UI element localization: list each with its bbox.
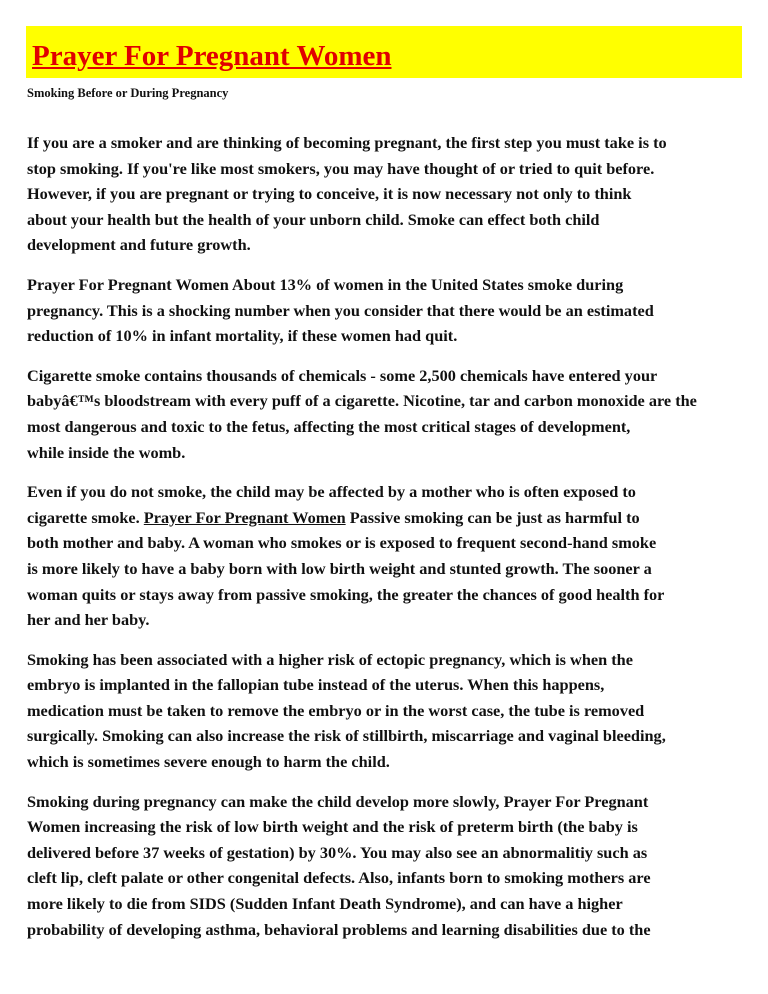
paragraph-4 [27, 479, 768, 633]
text-line: development and future growth. [27, 235, 251, 255]
text-line: cleft lip, cleft palate or other congenital defects. Also, infants born to smoking mothers are [27, 868, 651, 888]
document-body [27, 130, 768, 956]
document-subtitle: Smoking Before or During Pregnancy [27, 86, 229, 100]
text-line: her and her baby. [27, 610, 150, 630]
prayer-for-pregnant-women-link[interactable]: Prayer For Pregnant Women [143, 507, 346, 527]
text-line: surgically. Smoking can also increase the risk of stillbirth, miscarriage and vaginal bleeding, [27, 726, 666, 746]
text-line: babyâ€™s bloodstream with every puff of a cigarette. Nicotine, tar and carbon monoxide are the [27, 391, 697, 411]
text-fragment: Passive smoking can be just as harmful to [345, 507, 640, 527]
text-line: However, if you are pregnant or trying to conceive, it is now necessary not only to think [27, 184, 632, 204]
text-line: about your health but the health of your unborn child. Smoke can effect both child [27, 209, 600, 229]
text-line: Smoking during pregnancy can make the child develop more slowly, Prayer For Pregnant [27, 791, 649, 811]
text-line: is more likely to have a baby born with low birth weight and stunted growth. The sooner a [27, 558, 652, 578]
text-line: embryo is implanted in the fallopian tube instead of the uterus. When this happens, [27, 675, 605, 695]
text-line: Women increasing the risk of low birth weight and the risk of preterm birth (the baby is [27, 817, 638, 837]
paragraph-6 [27, 789, 768, 943]
text-line: pregnancy. This is a shocking number when you consider that there would be an estimated [27, 300, 654, 320]
text-line: Prayer For Pregnant Women About 13% of women in the United States smoke during [27, 274, 624, 294]
paragraph-3 [27, 363, 768, 465]
text-line: both mother and baby. A woman who smokes or is exposed to frequent second-hand smoke [27, 533, 657, 553]
text-line: stop smoking. If you're like most smokers, you may have thought of or tried to quit before. [27, 158, 655, 178]
text-line-with-link [27, 505, 768, 531]
text-line: Smoking has been associated with a higher risk of ectopic pregnancy, which is when the [27, 649, 633, 669]
text-line: reduction of 10% in infant mortality, if these women had quit. [27, 326, 458, 346]
text-line: probability of developing asthma, behavioral problems and learning disabilities due to the [27, 919, 651, 939]
title-banner [26, 26, 742, 78]
text-line: medication must be taken to remove the embryo or in the worst case, the tube is removed [27, 700, 645, 720]
text-line: Even if you do not smoke, the child may be affected by a mother who is often exposed to [27, 482, 636, 502]
paragraph-5 [27, 647, 768, 775]
paragraph-1 [27, 130, 768, 258]
text-line: while inside the womb. [27, 442, 186, 462]
text-line: If you are a smoker and are thinking of becoming pregnant, the first step you must take is to [27, 133, 667, 152]
text-fragment: cigarette smoke. [27, 507, 144, 527]
text-line: delivered before 37 weeks of gestation) by 30%. You may also see an abnormalitiy such as [27, 842, 648, 862]
text-line: Cigarette smoke contains thousands of chemicals - some 2,500 chemicals have entered your [27, 365, 658, 385]
text-line: woman quits or stays away from passive smoking, the greater the chances of good health for [27, 584, 665, 604]
text-line: most dangerous and toxic to the fetus, affecting the most critical stages of development, [27, 416, 631, 436]
text-line: which is sometimes severe enough to harm the child. [27, 752, 390, 772]
paragraph-2 [27, 272, 768, 349]
document-title: Prayer For Pregnant Women [32, 40, 392, 72]
text-line: more likely to die from SIDS (Sudden Infant Death Syndrome), and can have a higher [27, 894, 623, 914]
